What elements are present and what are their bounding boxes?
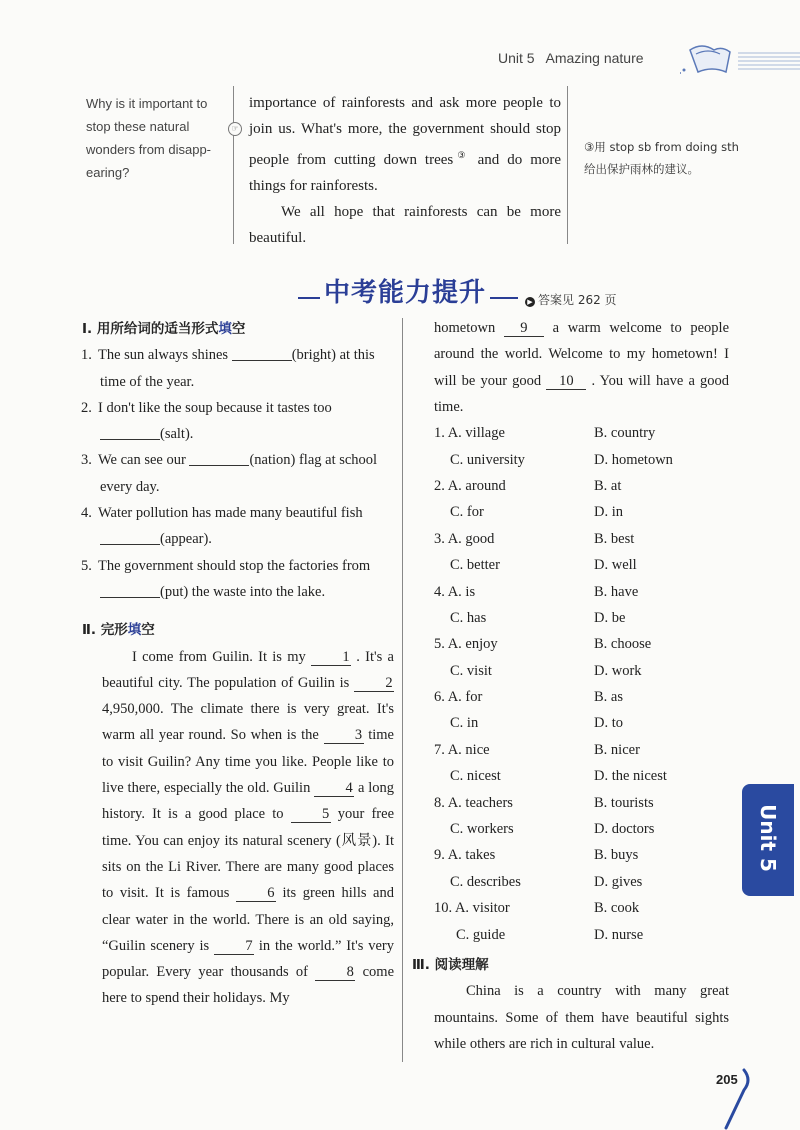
cloze-text: come here to spend their holidays. My: [102, 964, 395, 1007]
option-text: A. around: [447, 477, 506, 494]
section-title: Ⅰ. 用所给词的适当形式填空: [82, 321, 246, 337]
item-text: The sun always shines: [98, 347, 232, 364]
option-row: [434, 790, 729, 816]
option-c: C. workers: [450, 821, 514, 838]
essay-text: importance of rainforests and ask more people to join us. What's more, the government should stop people from cutting down trees: [249, 95, 561, 168]
option-row: [434, 737, 729, 763]
option-row: [434, 895, 729, 921]
item-number: 3.: [81, 452, 92, 469]
cloze-blank: 3: [324, 727, 364, 744]
option-number: 4.: [434, 583, 448, 600]
option-number: 10.: [434, 900, 455, 917]
option-a: [434, 579, 594, 605]
exercise-item: [82, 395, 394, 448]
option-b: B. country: [594, 425, 656, 442]
option-b: B. choose: [594, 636, 652, 653]
cloze-blank: 10: [546, 373, 586, 390]
cloze-text: . It's a beautiful city. The population of Guilin is: [102, 648, 394, 691]
option-number: 6.: [434, 689, 448, 706]
option-text: A. nice: [447, 741, 490, 758]
option-number: 3.: [434, 530, 448, 547]
answer-reference-text: 答案见 262 页: [538, 293, 617, 307]
cloze-text: . You will have a good time.: [434, 372, 730, 415]
option-row: [434, 658, 729, 684]
exercise-item: [82, 447, 394, 500]
option-row: [434, 684, 729, 710]
option-b: B. cook: [594, 900, 640, 917]
option-row: [434, 605, 729, 631]
option-text: A. takes: [447, 847, 496, 864]
item-text: Water pollution has made many beautiful fish: [98, 505, 363, 522]
cloze-passage-continued: [434, 315, 729, 420]
option-d: D. be: [594, 609, 626, 626]
option-number: 7.: [434, 741, 448, 758]
option-row: [434, 763, 729, 789]
cloze-text: I come from Guilin. It is my: [132, 648, 306, 665]
option-c: C. in: [450, 715, 479, 732]
option-text: A. is: [447, 583, 476, 600]
option-text: A. visitor: [454, 900, 510, 917]
option-row: [434, 447, 729, 473]
essay-body: [249, 90, 561, 251]
cloze-blank: 4: [314, 780, 354, 797]
answer-blank: [232, 345, 292, 361]
option-b: B. tourists: [594, 794, 654, 811]
option-number: 9.: [434, 847, 448, 864]
header-title: Amazing nature: [545, 50, 644, 66]
option-number: 5.: [434, 636, 448, 653]
section-title: Ⅲ. 阅读理解: [412, 957, 489, 973]
option-b: B. as: [594, 689, 623, 706]
margin-note: ③用 stop sb from doing sth 给出保护雨林的建议。: [584, 140, 739, 176]
exercise-item: [82, 342, 394, 395]
option-row: [434, 420, 729, 446]
side-question: Why is it important to stop these natural wonders from disapp- earing?: [86, 96, 211, 180]
cloze-text: a warm welcome to people around the world. Welcome to my hometown! I will be your good: [434, 320, 730, 389]
exercise-item: [82, 500, 394, 553]
option-d: D. in: [594, 504, 623, 521]
item-text: (put) the waste into the lake.: [160, 583, 326, 600]
option-number: 1.: [434, 425, 448, 442]
item-text: (appear).: [160, 531, 212, 548]
option-c: C. better: [450, 557, 500, 574]
option-a: [434, 737, 594, 763]
answer-blank: [100, 529, 160, 545]
cloze-blank: 5: [291, 806, 331, 823]
unit-side-tab-label: Unit 5: [756, 804, 780, 872]
cloze-passage: [82, 644, 394, 1012]
answer-reference: [525, 291, 617, 308]
option-text: A. village: [447, 425, 505, 442]
answer-blank: [100, 424, 160, 440]
arrow-right-icon: ▶: [525, 297, 535, 307]
option-b: B. best: [594, 530, 635, 547]
reading-passage: China is a country with many great mountains. Some of them have beautiful sights while others are rich in cultural value.: [434, 983, 729, 1052]
option-c: C. describes: [450, 873, 521, 890]
cloze-text: time to visit Guilin? Any time you like. People like to live there, especially the old. Guilin: [102, 727, 394, 797]
page-number: 205: [716, 1072, 738, 1087]
cloze-blank: 1: [311, 649, 351, 666]
right-column: [412, 315, 730, 1057]
option-c: C. guide: [456, 926, 506, 943]
option-c: C. has: [450, 609, 487, 626]
exercise-list: [82, 342, 394, 605]
option-b: B. buys: [594, 847, 639, 864]
option-a: [434, 473, 594, 499]
option-d: D. hometown: [594, 451, 673, 468]
cloze-blank: 8: [315, 964, 355, 981]
item-text: (nation) flag at school every day.: [100, 452, 378, 495]
cloze-blank: 2: [354, 675, 394, 692]
exercise-item: [82, 553, 394, 606]
column-divider: [567, 86, 568, 244]
option-c: C. visit: [450, 662, 492, 679]
option-a: [434, 526, 594, 552]
essay-para: We all hope that rainforests can be more beautiful.: [249, 204, 561, 246]
header-unit: Unit 5: [498, 50, 535, 66]
option-row: [434, 473, 729, 499]
column-divider: [402, 318, 403, 1062]
option-b: B. at: [594, 477, 622, 494]
answer-blank: [100, 582, 160, 598]
option-text: A. for: [447, 689, 483, 706]
option-row: [434, 499, 729, 525]
option-text: A. enjoy: [447, 636, 498, 653]
option-a: [434, 684, 594, 710]
cloze-text: your free time. You can enjoy its natural scenery (风景). It sits on the Li River. There are many good places to visit. It is famous: [102, 806, 395, 902]
item-text: We can see our: [98, 452, 190, 469]
running-header: [498, 50, 644, 66]
option-row: [434, 710, 729, 736]
option-row: [434, 842, 729, 868]
item-number: 2.: [81, 399, 92, 416]
option-row: [434, 869, 729, 895]
option-row: [434, 631, 729, 657]
option-number: 2.: [434, 477, 448, 494]
option-text: A. teachers: [447, 794, 513, 811]
essay-text: and do more things for rainforests.: [249, 152, 562, 194]
column-divider: [233, 86, 234, 244]
option-a: [434, 895, 594, 921]
option-number: 8.: [434, 794, 448, 811]
cloze-text: 4,950,000. The climate there is very great. It's warm all year round. So when is the: [102, 701, 394, 744]
option-row: [434, 579, 729, 605]
cloze-blank: 9: [504, 320, 544, 337]
item-number: 5.: [81, 557, 92, 574]
answer-blank: [189, 450, 249, 466]
option-b: B. have: [594, 583, 639, 600]
option-a: [434, 631, 594, 657]
option-d: D. doctors: [594, 821, 655, 838]
cloze-text: a long history. It is a good place to: [102, 780, 395, 823]
lesson-logo-icon: [680, 42, 800, 78]
footnote-mark: ③: [453, 150, 470, 160]
cloze-text: hometown: [434, 320, 496, 336]
left-column: [82, 316, 394, 1012]
option-c: C. for: [450, 504, 484, 521]
option-d: D. work: [594, 662, 642, 679]
cloze-blank: 7: [214, 938, 254, 955]
option-c: C. university: [450, 451, 525, 468]
section-title: Ⅱ. 完形填空: [82, 622, 155, 639]
cloze-blank: 6: [236, 885, 276, 902]
option-d: D. well: [594, 557, 637, 574]
item-text: (bright) at this time of the year.: [100, 347, 375, 390]
option-c: C. nicest: [450, 768, 501, 785]
option-a: [434, 420, 594, 446]
cloze-text: in the world.” It's very popular. Every year thousands of: [102, 937, 395, 981]
item-text: (salt).: [160, 426, 194, 443]
option-a: [434, 842, 594, 868]
option-a: [434, 790, 594, 816]
item-text: I don't like the soup because it tastes too: [98, 399, 332, 416]
item-number: 4.: [81, 505, 92, 522]
options-list: [434, 420, 729, 948]
option-row: [434, 526, 729, 552]
option-d: D. the nicest: [594, 768, 667, 785]
option-row: [434, 552, 729, 578]
option-row: [434, 816, 729, 842]
option-d: D. gives: [594, 873, 643, 890]
option-d: D. to: [594, 715, 623, 732]
section-banner-title: 中考能力提升: [324, 278, 487, 308]
tip-icon: ☞: [228, 122, 242, 136]
item-number: 1.: [81, 347, 92, 364]
item-text: The government should stop the factories from: [98, 557, 371, 574]
option-row: [434, 922, 729, 948]
banner-rule: [298, 297, 320, 299]
option-text: A. good: [447, 530, 495, 547]
cloze-text: its green hills and clear water in the world. There is an old saying, “Guilin scenery is: [102, 885, 394, 954]
banner-rule: [490, 297, 518, 299]
option-d: D. nurse: [594, 926, 644, 943]
essay-para: [249, 90, 561, 199]
option-b: B. nicer: [594, 741, 640, 758]
